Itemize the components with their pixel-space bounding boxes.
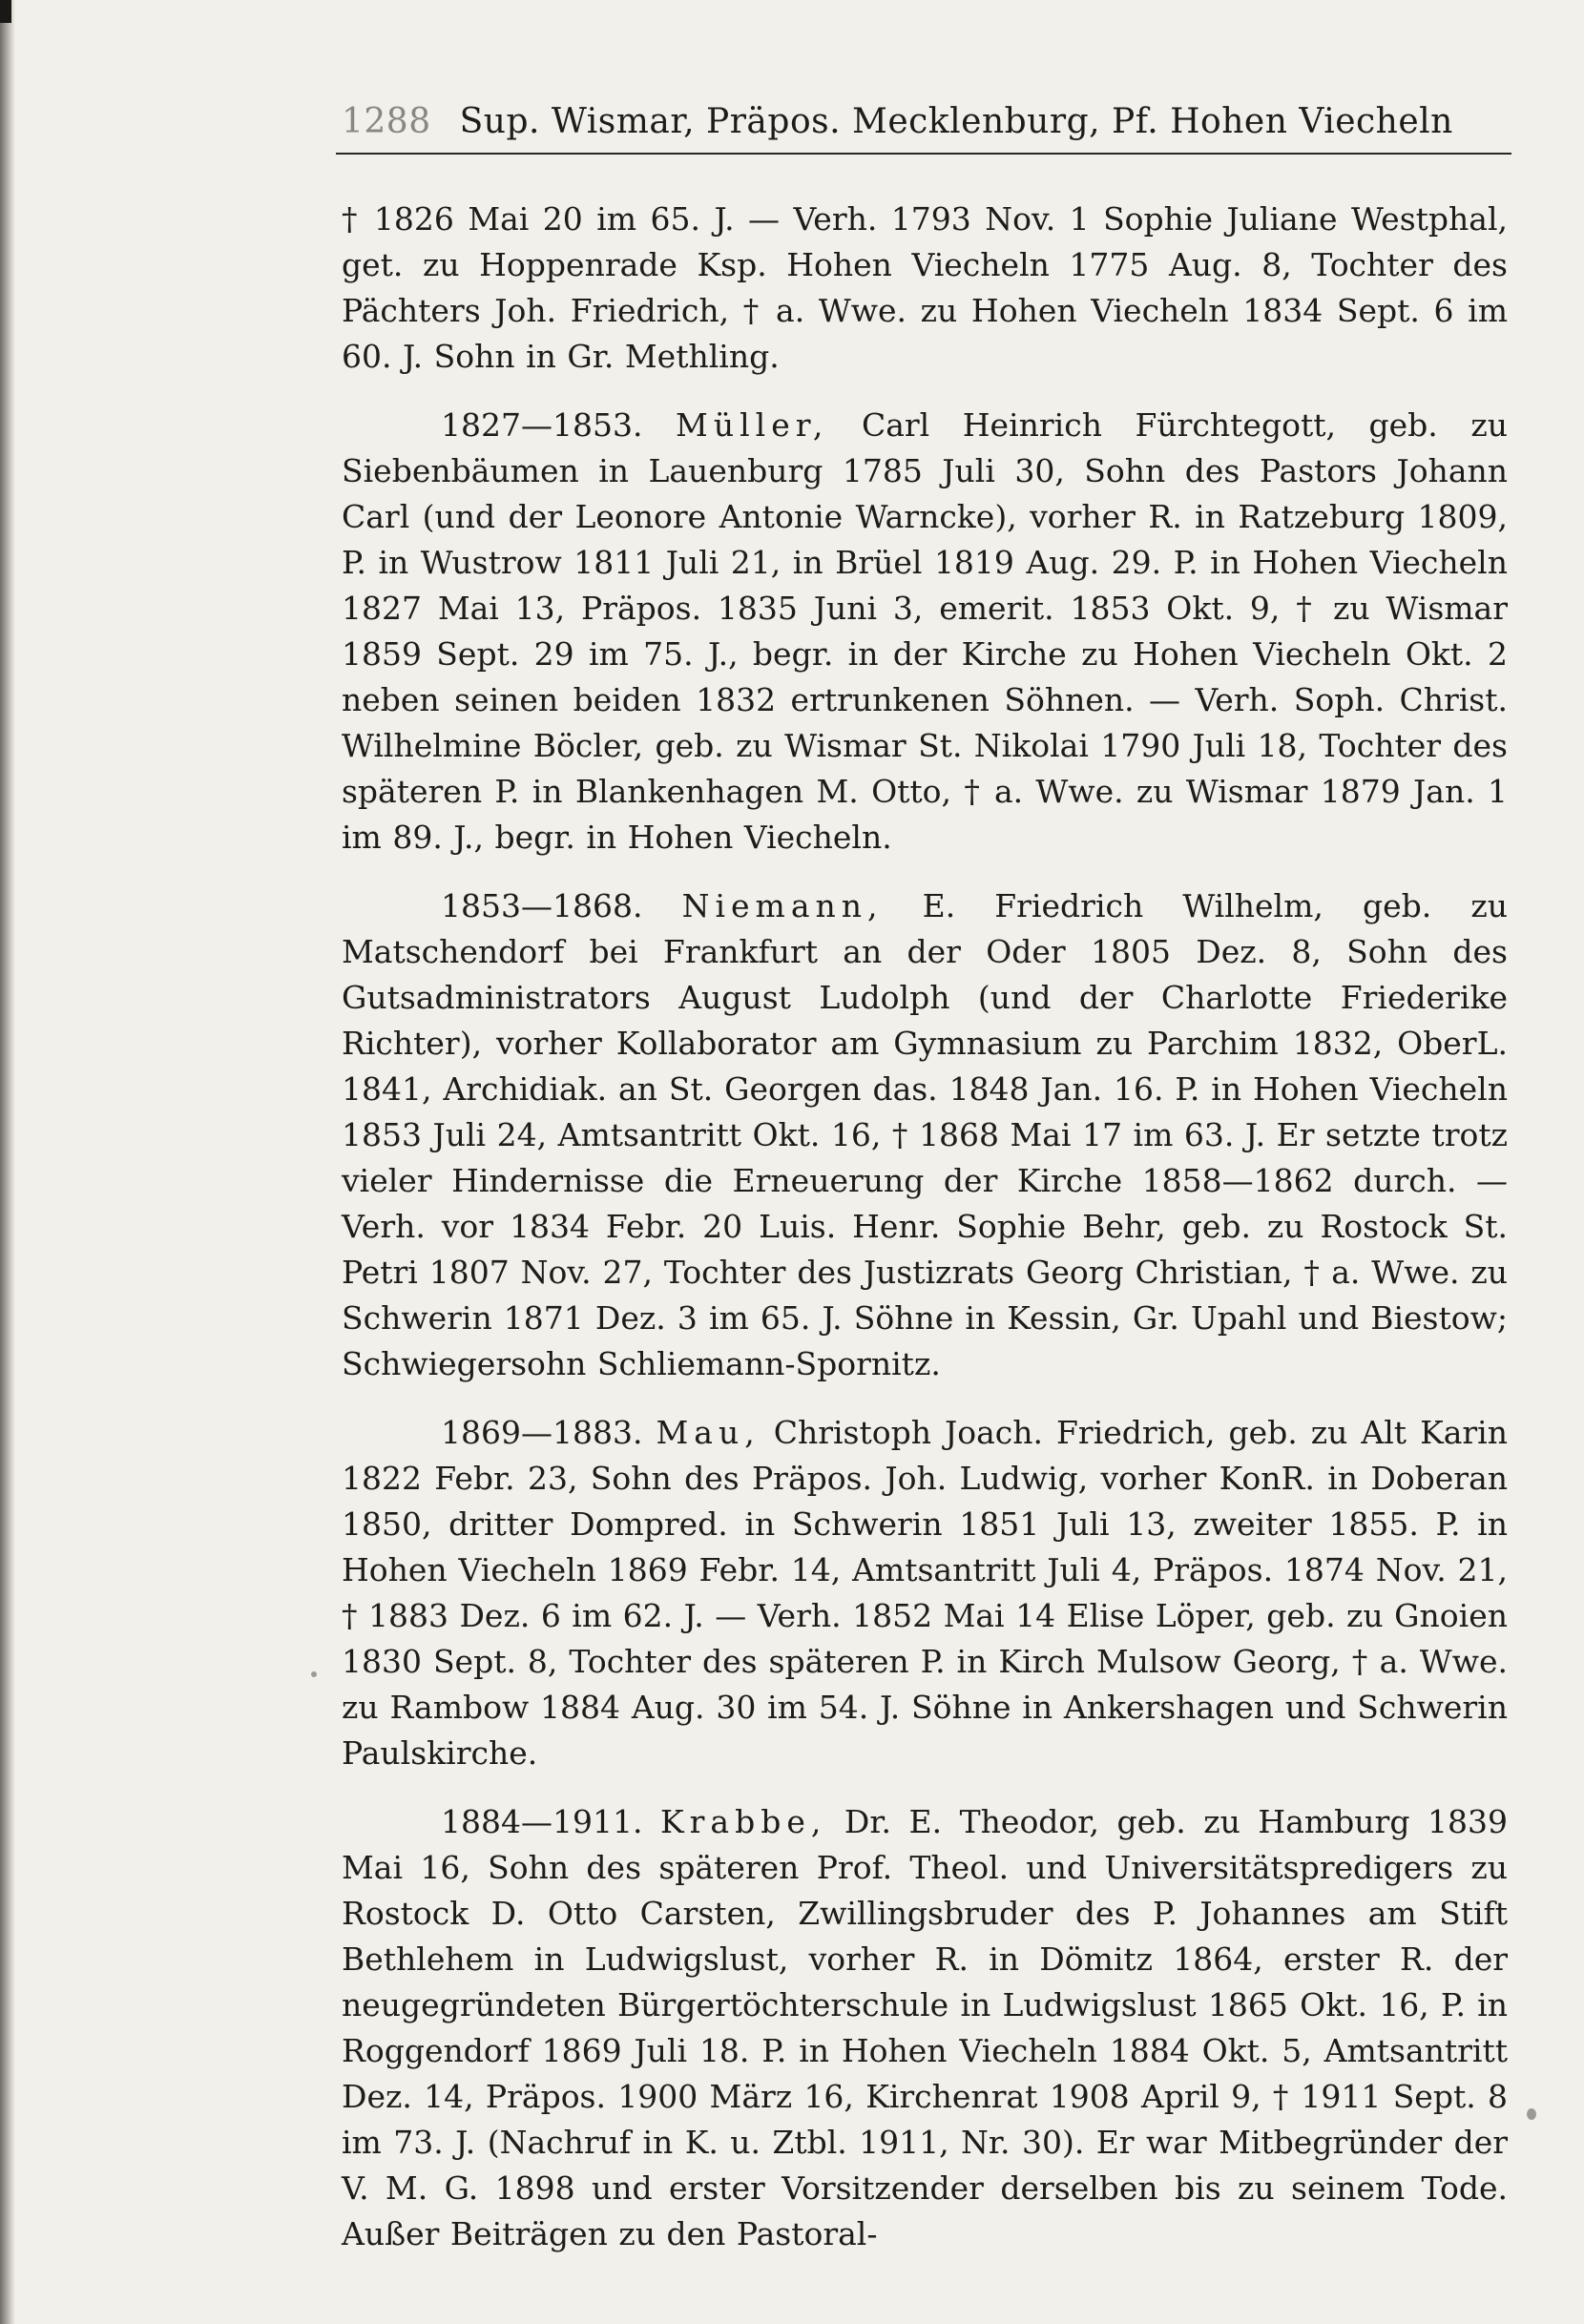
header-rule — [336, 153, 1511, 155]
page-edge-shadow — [0, 0, 15, 2324]
entry-name: Müller, — [676, 406, 829, 444]
page-corner-mark — [0, 0, 11, 23]
ink-speck — [311, 1671, 317, 1677]
entry-name: Mau, — [656, 1414, 761, 1451]
entry-list — [342, 197, 1508, 2280]
entry-years: 1884—1911. — [441, 1803, 643, 1840]
entry-continuation — [342, 197, 1508, 380]
entry-mau — [342, 1410, 1508, 1776]
entry-text: E. Friedrich Wilhelm, geb. zu Matschendorf bei Frankfurt an der Oder 1805 Dez. 8, Sohn des Gutsadministrators August Ludolph (und der Charlotte Friederike Richter), vorher Kollaborator am Gymnasium zu Parchim 1832, OberL. 1841, Archidiak. an St. Georgen das. 1848 Jan. 16. P. in Hohen Viecheln 1853 Juli 24, Amtsantritt Okt. 16, † 1868 Mai 17 im 63. J. Er setzte trotz vieler Hindernisse die Erneuerung der Kirche 1858—1862 durch. — Verh. vor 1834 Febr. 20 Luis. Henr. Sophie Behr, geb. zu Rostock St. Petri 1807 Nov. 27, Tochter des Justizrats Georg Christian, † a. Wwe. zu Schwerin 1871 Dez. 3 im 65. J. Söhne in Kessin, Gr. Upahl und Biestow; Schwiegersohn Schliemann-Spornitz. — [342, 887, 1508, 1382]
entry-years: 1869—1883. — [441, 1414, 643, 1451]
entry-mueller — [342, 403, 1508, 861]
entry-niemann — [342, 883, 1508, 1387]
page-number: 1288 — [342, 102, 431, 141]
entry-text: Christoph Joach. Friedrich, geb. zu Alt Karin 1822 Febr. 23, Sohn des Präpos. Joh. Ludwig, vorher KonR. in Doberan 1850, dritter Dompred. in Schwerin 1851 Juli 13, zweiter 1855. P. in Hohen Viecheln 1869 Febr. 14, Amtsantritt Juli 4, Präpos. 1874 Nov. 21, † 1883 Dez. 6 im 62. J. — Verh. 1852 Mai 14 Elise Löper, geb. zu Gnoien 1830 Sept. 8, Tochter des späteren P. in Kirch Mulsow Georg, † a. Wwe. zu Rambow 1884 Aug. 30 im 54. J. Söhne in Ankershagen und Schwerin Paulskirche. — [342, 1414, 1508, 1772]
running-header — [342, 95, 1508, 149]
entry-name: Niemann, — [681, 887, 884, 924]
header-title: Sup. Wismar, Präpos. Mecklenburg, Pf. Hohen Viecheln — [459, 102, 1453, 141]
entry-name: Krabbe, — [660, 1803, 827, 1840]
entry-text: Dr. E. Theodor, geb. zu Hamburg 1839 Mai 16, Sohn des späteren Prof. Theol. und Universitätspredigers zu Rostock D. Otto Carsten, Zwillingsbruder des P. Johannes am Stift Bethlehem in Ludwigslust, vorher R. in Dömitz 1864, erster R. der neugegründeten Bürgertöchterschule in Ludwigslust 1865 Okt. 16, P. in Roggendorf 1869 Juli 18. P. in Hohen Viecheln 1884 Okt. 5, Amtsantritt Dez. 14, Präpos. 1900 März 16, Kirchenrat 1908 April 9, † 1911 Sept. 8 im 73. J. (Nachruf in K. u. Ztbl. 1911, Nr. 30). Er war Mitbegründer der V. M. G. 1898 und erster Vorsitzender derselben bis zu seinem Tode. Außer Beiträgen zu den Pastoral- — [342, 1803, 1508, 2252]
entry-years: 1853—1868. — [441, 887, 643, 924]
entry-krabbe — [342, 1799, 1508, 2257]
ink-speck — [1527, 2108, 1536, 2120]
entry-text: † 1826 Mai 20 im 65. J. — Verh. 1793 Nov. 1 Sophie Juliane Westphal, get. zu Hoppenrade Ksp. Hohen Viecheln 1775 Aug. 8, Tochter des Pächters Joh. Friedrich, † a. Wwe. zu Hohen Viecheln 1834 Sept. 6 im 60. J. Sohn in Gr. Methling. — [342, 200, 1508, 375]
entry-text: Carl Heinrich Fürchtegott, geb. zu Siebenbäumen in Lauenburg 1785 Juli 30, Sohn des Pastors Johann Carl (und der Leonore Antonie Warncke), vorher R. in Ratzeburg 1809, P. in Wustrow 1811 Juli 21, in Brüel 1819 Aug. 29. P. in Hohen Viecheln 1827 Mai 13, Präpos. 1835 Juni 3, emerit. 1853 Okt. 9, † zu Wismar 1859 Sept. 29 im 75. J., begr. in der Kirche zu Hohen Viecheln Okt. 2 neben seinen beiden 1832 ertrunkenen Söhnen. — Verh. Soph. Christ. Wilhelmine Böcler, geb. zu Wismar St. Nikolai 1790 Juli 18, Tochter des späteren P. in Blankenhagen M. Otto, † a. Wwe. zu Wismar 1879 Jan. 1 im 89. J., begr. in Hohen Viecheln. — [342, 406, 1508, 856]
entry-years: 1827—1853. — [441, 406, 643, 444]
